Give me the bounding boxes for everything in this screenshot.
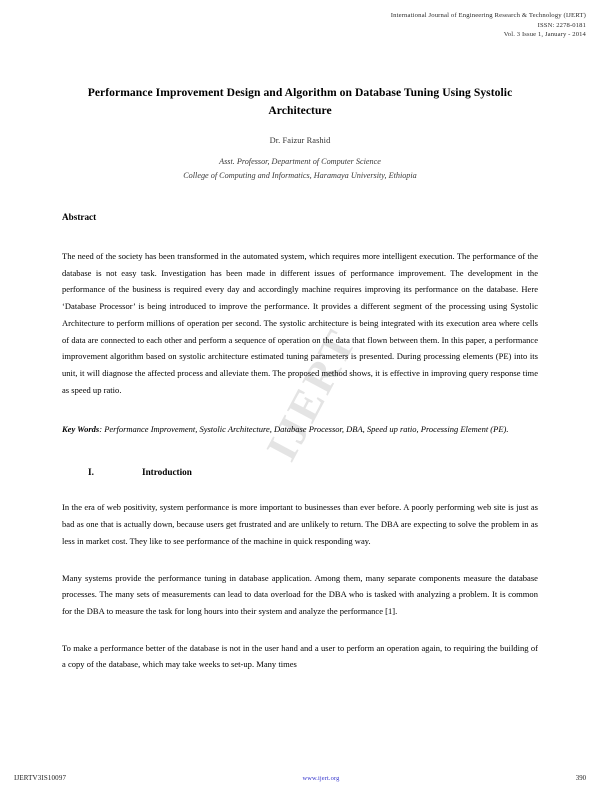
journal-issn: ISSN: 2278-0181 [537,21,586,29]
page-number: 390 [575,775,586,782]
affiliation-line-1: Asst. Professor, Department of Computer Science [219,156,381,166]
abstract-paragraph: The need of the society has been transformed in the automated system, which requires more intelligent execution. The performance of the database is not easy task. Investigation has been made in different issues of performance improvement. The development in the performance of the business is required every day and accordingly machine requires improving its performance on the database. Here ‘Database Processor’ is being introduced to improve the performance. It provides a different segment of the processing using Systolic Architecture to perform millions of operation per second. The systolic architecture is being integrated with its execution area where cells of data are connected to each other and perform a sequence of operation on the data that flown between them. In this paper, a performance improvement algorithm based on systolic architecture estimated tuning parameters is presented. During processing elements (PE) into its unit, it will diagnose the affected process and alleviate them. The proposed method shows, it is effective in improving query response time as speed up ratio. [62,251,538,395]
journal-url-link[interactable]: www.ijert.org [302,775,340,782]
journal-header [391,11,586,40]
title-block [62,84,538,183]
intro-paragraph-2: Many systems provide the performance tuning in database application. Among them, many separate components measure the database processes. The many sets of measurements can lead to data overload for the DBA who is tasked with analyzing a problem. It is common for the DBA to measure the task for long hours into their system and analyze the performance [1]. [62,572,538,617]
body-column [62,212,538,673]
author-affiliation [62,155,538,183]
intro-paragraph-1: In the era of web positivity, system performance is more important to businesses than ever before. A poorly performing web site is just as bad as one that is actually down, because users get frustrated and are unlikely to return. The DBA are expecting to solve the problem in as less in market cost. They like to see performance of the machine in quick responding way. [62,502,538,546]
author-name: Dr. Faizur Rashid [269,135,331,145]
journal-title: International Journal of Engineering Research & Technology (IJERT) [390,12,586,19]
keywords-values: : Performance Improvement, Systolic Architecture, Database Processor, DBA, Speed up ratio, Processing Element (PE). [99,423,509,434]
intro-paragraph-3: To make a performance better of the database is not in the user hand and a user to perform an operation again, to requiring the building of a copy of the database, which may take weeks to set-up. Many times [62,642,538,670]
watermark-text: IJERT [256,320,367,469]
section-number: I. [88,467,94,478]
keywords-label: Key Words [62,423,100,434]
journal-volume-issue: Vol. 3 Issue 1, January - 2014 [503,31,586,39]
abstract-heading: Abstract [62,212,97,222]
section-heading-introduction [62,467,538,477]
page-footer [14,774,586,782]
page-title: Performance Improvement Design and Algorithm on Database Tuning Using Systolic Architecture [87,86,513,117]
paper-id: IJERTV3IS10097 [14,774,67,782]
section-title: Introduction [142,467,192,478]
affiliation-line-2: College of Computing and Informatics, Haramaya University, Ethiopia [183,171,417,181]
keywords-line [62,421,538,438]
